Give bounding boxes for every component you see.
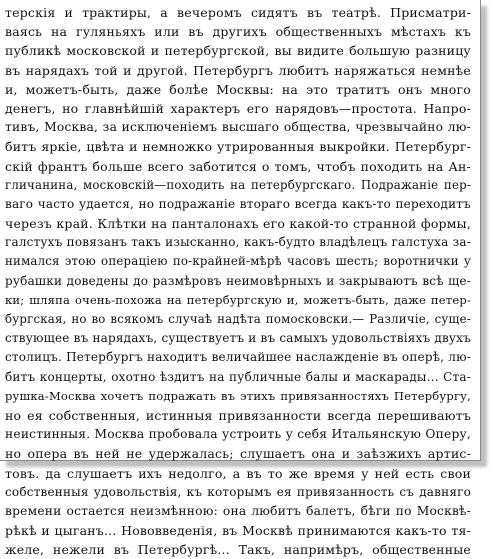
text-line: тивъ, Москва, за исключеніемъ высшаго общества, чрезвычайно лю- bbox=[5, 120, 471, 135]
text-line: черезъ край. Клѣтки на панталонахъ его какой-то странной формы, bbox=[5, 216, 471, 232]
text-line: собственныя удовольствія, къ которымъ ея привязанность съ давняго bbox=[5, 484, 471, 499]
text-line: скій франтъ больше всего заботится о томъ, чтобъ походить на Ан- bbox=[5, 158, 471, 174]
text-line: товъ. да слушаетъ ихъ недолго, а въ то же время у ней есть свои bbox=[5, 465, 471, 481]
text-line: времени остается неизмѣнною: она любитъ балетъ, бѣги по Москвѣ- bbox=[5, 503, 471, 518]
text-line: бургская, но во всякомъ случаѣ надѣта помосковски.— Различіе, суще- bbox=[5, 312, 471, 326]
text-line: рубашки доведены до размѣровъ неимовѣрныхъ и закрываютъ всѣ ще- bbox=[5, 273, 471, 288]
text-line: ваясь на гуляньяхъ или въ другихъ общественныхъ мѣстахъ къ bbox=[5, 24, 471, 40]
text-line: въ нарядахъ той и другой. Петербургъ любитъ наряжаться немнѣе bbox=[5, 62, 471, 78]
body-text bbox=[5, 3, 471, 559]
text-line: денегъ, но главнѣйшій характеръ его нарядовъ—простота. Напро- bbox=[5, 100, 471, 116]
text-line: ваго часто удается, но подражаніе втораго всегда какъ-то переходитъ bbox=[5, 196, 471, 211]
text-line: битъ концерты, охотно ѣздитъ на публичные балы и маскарады... Ста- bbox=[5, 369, 471, 384]
text-line: ки; шляпа очень-похожа на петербургскую и, можетъ-быть, даже петер- bbox=[5, 292, 471, 307]
text-line: но ея собственныя, истинныя привязанности всегда перешиваютъ bbox=[5, 407, 471, 423]
text-line: публикѣ московской и петербургской, вы видите большую разницу bbox=[5, 43, 471, 59]
text-line: нимался этою операціею по-крайней-мѣрѣ часовъ шесть; воротнички у bbox=[5, 254, 471, 269]
text-line: но опера въ ней не удержалась; слушаетъ она и заѣзжихъ артис- bbox=[5, 446, 471, 462]
text-line: битъ яркіе, цвѣта и немножко утрированныя выкройки. Петербург- bbox=[5, 139, 471, 155]
text-line: рѣкѣ и цыганъ... Нововведенія, въ Москвѣ принимаются какъ-то тя- bbox=[5, 523, 471, 539]
text-line: и, можетъ-быть, даже болѣе Москвы: на это тратитъ онъ много bbox=[5, 81, 471, 97]
text-line: галстухъ повязанъ такъ изысканно, какъ-будто владѣлецъ галстуха за- bbox=[5, 235, 471, 250]
text-line: гличанина, московскій—походить на петербургскаго. Подражаніе пер- bbox=[5, 177, 471, 192]
text-line: столицъ. Петербургъ находитъ величайшее наслажденіе въ оперѣ, лю- bbox=[5, 350, 471, 365]
text-line: терскія и трактиры, а вечеромъ сидятъ въ театрѣ. Присматри- bbox=[5, 5, 471, 20]
text-line: ствующее въ нарядахъ, существуетъ и въ самыхъ удовольствіяхъ двухъ bbox=[5, 331, 471, 346]
text-line: рушка-Москва хочетъ подражать въ этихъ привязанностяхъ Петербургу, bbox=[5, 388, 471, 403]
text-line: неистинныя. Москва пробовала устроить у себя Итальянскую Оперу, bbox=[5, 427, 471, 442]
text-line: желе, нежели въ Петербургѣ... Такъ, напримѣръ, общественные bbox=[5, 542, 471, 558]
